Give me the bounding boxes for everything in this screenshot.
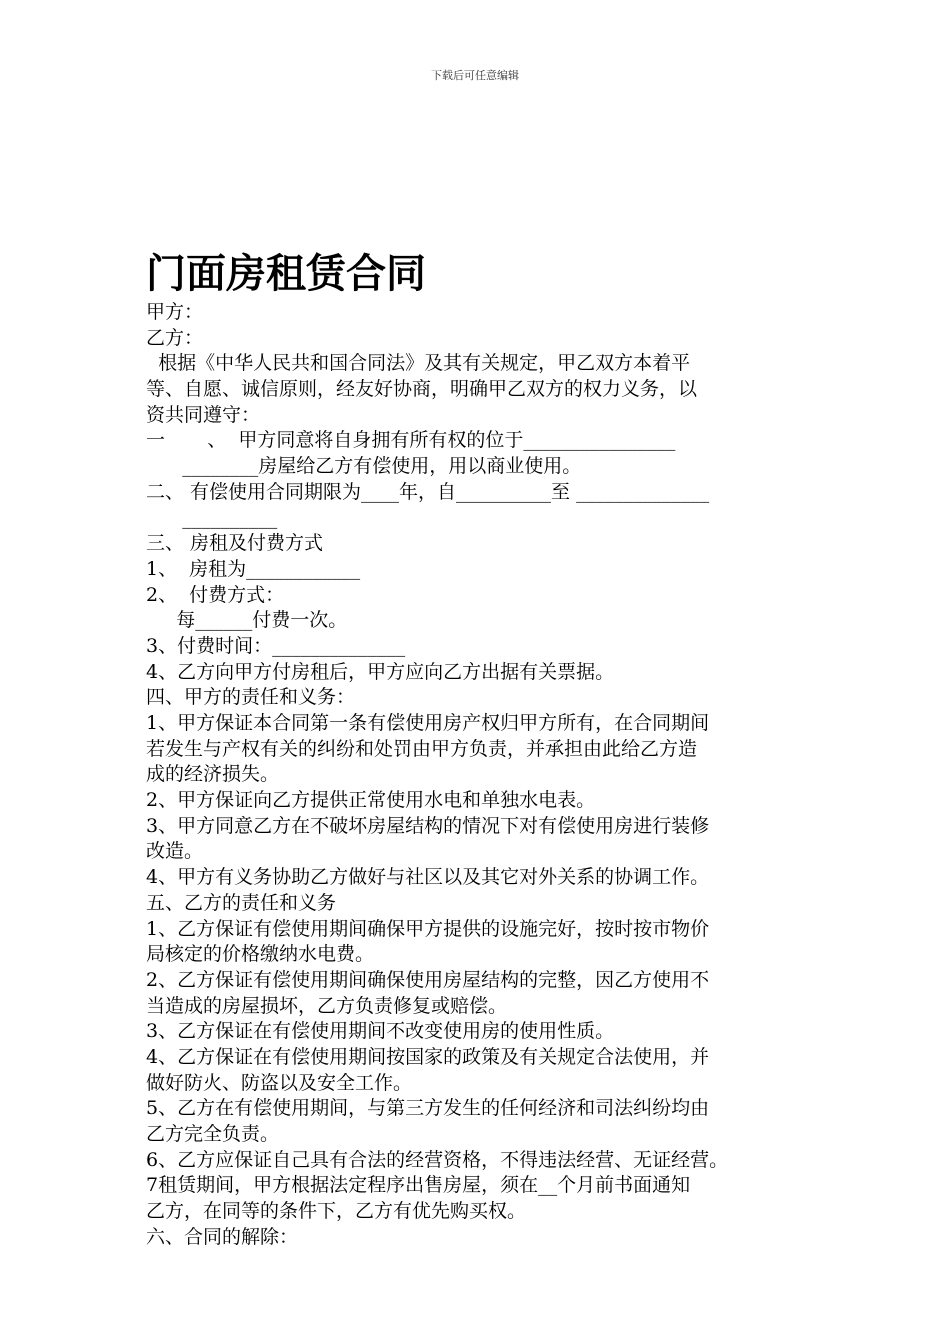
document-title: 门面房租赁合同 (146, 251, 426, 297)
contract-line: 4、乙方保证在有偿使用期间按国家的政策及有关规定合法使用，并 (146, 1045, 710, 1068)
contract-line: 乙方完全负责。 (146, 1123, 280, 1145)
contract-line: 六、合同的解除： (146, 1225, 299, 1248)
contract-line: __________ (146, 506, 278, 529)
contract-line: 等、自愿、诚信原则，经友好协商，明确甲乙双方的权力义务，以 (146, 378, 698, 401)
contract-line: 三、 房租及付费方式 (146, 532, 324, 555)
contract-line: 成的经济损失。 (146, 763, 280, 786)
contract-line: 资共同遵守： (146, 403, 261, 426)
contract-line: 局核定的价格缴纳水电费。 (146, 943, 375, 966)
contract-line: 1、乙方保证有偿使用期间确保甲方提供的设施完好，按时按市物价 (146, 917, 710, 940)
contract-line: 1、 房租为____________ (146, 557, 361, 580)
contract-line: 4、乙方向甲方付房租后，甲方应向乙方出据有关票据。 (146, 660, 615, 683)
page-header-note: 下载后可任意编辑 (431, 69, 519, 82)
contract-line: 6、乙方应保证自己具有合法的经营资格，不得违法经营、无证经营。 (146, 1148, 729, 1171)
contract-line: 3、付费时间：______________ (146, 634, 406, 657)
contract-line: 甲方： (146, 301, 204, 323)
contract-line: 2、乙方保证有偿使用期间确保使用房屋结构的完整，因乙方使用不 (146, 968, 710, 991)
contract-line: 2、 付费方式： (146, 583, 285, 606)
contract-line: 五、乙方的责任和义务 (146, 891, 337, 914)
contract-line: 乙方： (146, 326, 204, 349)
contract-line: 4、甲方有义务协助乙方做好与社区以及其它对外关系的协调工作。 (146, 866, 710, 889)
contract-line: 四、甲方的责任和义务： (146, 686, 356, 709)
contract-line: 5、乙方在有偿使用期间，与第三方发生的任何经济和司法纠纷均由 (146, 1097, 710, 1120)
contract-line: 1、甲方保证本合同第一条有偿使用房产权归甲方所有，在合同期间 (146, 712, 710, 734)
contract-line: 二、 有偿使用合同期限为____年，自__________至 ______________ (146, 480, 710, 503)
contract-line: 7租赁期间，甲方根据法定程序出售房屋，须在__个月前书面通知 (146, 1174, 691, 1197)
contract-line: 改造。 (146, 840, 204, 863)
contract-line: 2、甲方保证向乙方提供正常使用水电和单独水电表。 (146, 789, 596, 812)
contract-line: 3、甲方同意乙方在不破坏房屋结构的情况下对有偿使用房进行装修 (146, 814, 710, 837)
contract-line: 乙方，在同等的条件下，乙方有优先购买权。 (146, 1200, 527, 1223)
contract-line: 一 、 甲方同意将自身拥有所有权的位于________________ (146, 429, 676, 452)
contract-body (146, 300, 816, 1250)
contract-line: 根据《中华人民共和国合同法》及其有关规定，甲乙双方本着平 (146, 352, 691, 375)
contract-line: 当造成的房屋损坏，乙方负责修复或赔偿。 (146, 994, 508, 1017)
contract-line: 3、乙方保证在有偿使用期间不改变使用房的使用性质。 (146, 1020, 615, 1043)
contract-line: ________房屋给乙方有偿使用，用以商业使用。 (146, 455, 582, 478)
contract-line: 做好防火、防盗以及安全工作。 (146, 1071, 413, 1094)
contract-line: 若发生与产权有关的纠纷和处罚由甲方负责，并承担由此给乙方造 (146, 737, 698, 760)
contract-line: 每______付费一次。 (146, 609, 348, 632)
